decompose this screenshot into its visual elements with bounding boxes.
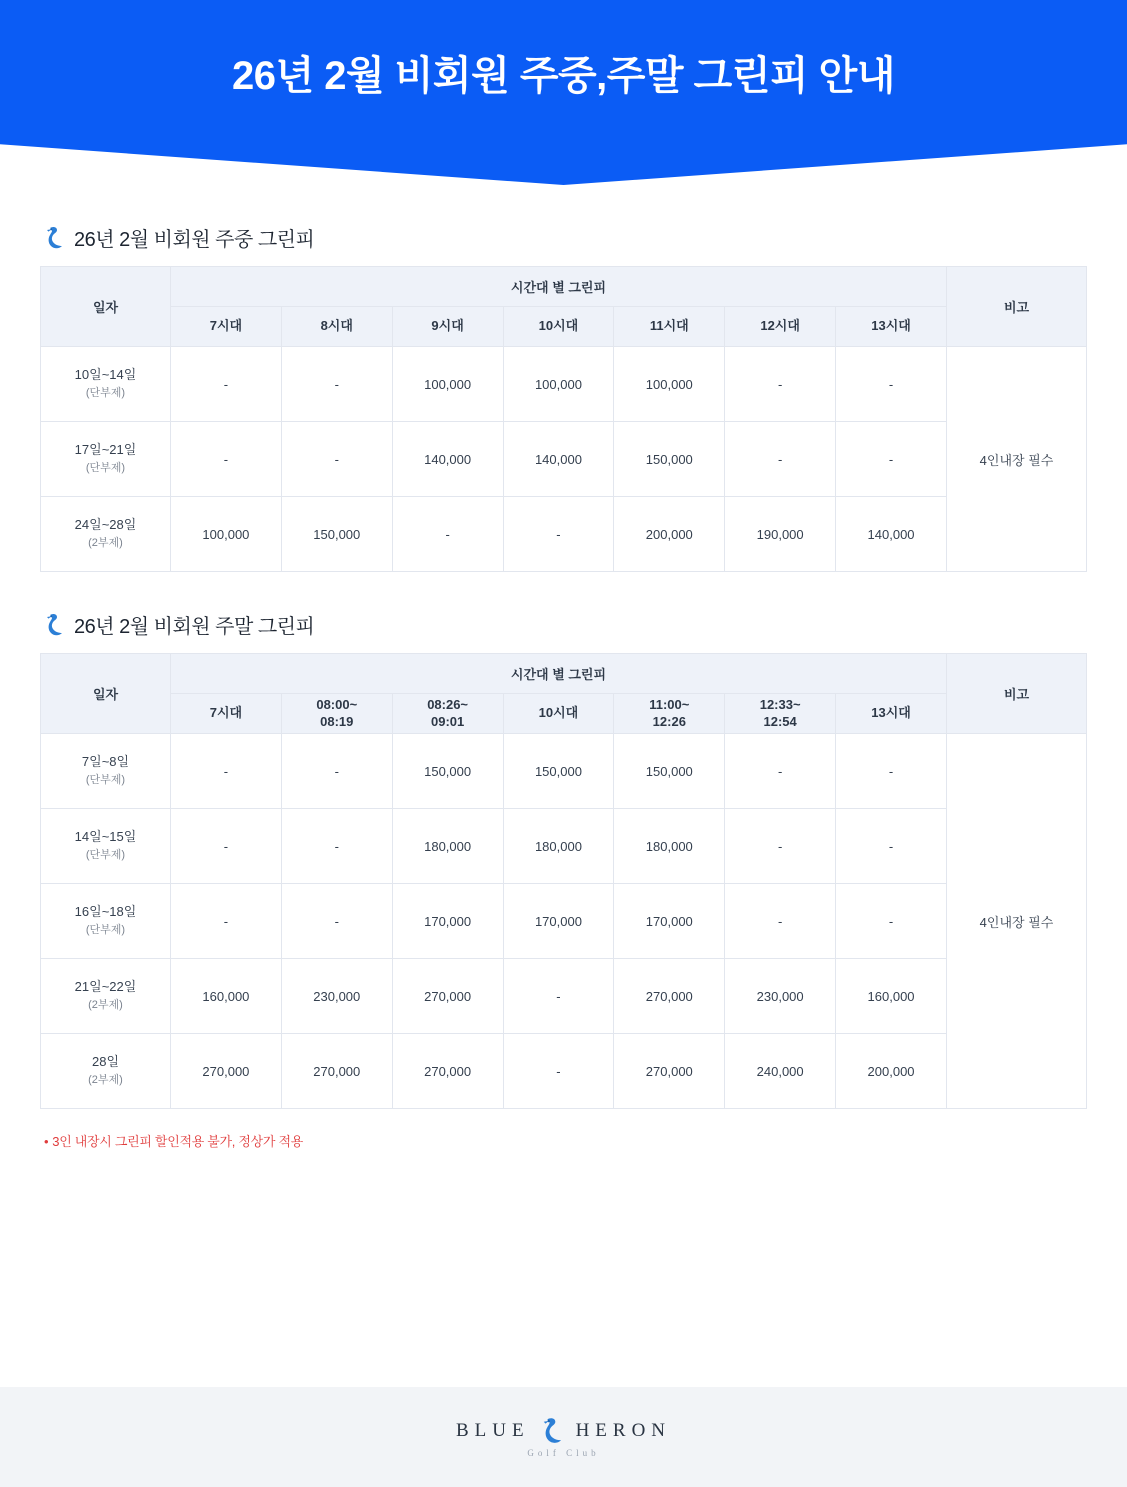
cell-price: - [725, 422, 836, 497]
header-slot-7: 13시대 [836, 694, 947, 734]
row-date [41, 734, 171, 809]
header-slot-6: 12:33~ 12:54 [725, 694, 836, 734]
heron-icon [44, 225, 66, 251]
cell-price: 150,000 [392, 734, 503, 809]
header-slot-1: 7시대 [171, 694, 282, 734]
row-date-sub: (2부제) [88, 1074, 123, 1087]
header-timeslot-group: 시간대 별 그린피 [171, 267, 947, 307]
cell-price: - [171, 347, 282, 422]
row-date-label: 14일~15일 [74, 828, 137, 844]
cell-price: - [281, 884, 392, 959]
weekday-table-body [41, 347, 1087, 572]
cell-note: 4인내장 필수 [947, 347, 1087, 572]
header-slot-3: 08:26~ 09:01 [392, 694, 503, 734]
cell-price: - [725, 734, 836, 809]
header-slot-5: 11:00~ 12:26 [614, 694, 725, 734]
row-date-label: 10일~14일 [74, 366, 137, 382]
header-timeslot-group: 시간대 별 그린피 [171, 654, 947, 694]
cell-price: - [836, 809, 947, 884]
header-note: 비고 [947, 654, 1087, 734]
table-row [41, 347, 1087, 422]
cell-price: 100,000 [503, 347, 614, 422]
row-date-label: 17일~21일 [74, 441, 137, 457]
header-slot-1: 7시대 [171, 307, 282, 347]
row-date-sub: (2부제) [88, 999, 123, 1012]
footnote [44, 1131, 1087, 1150]
header-slot-2: 8시대 [281, 307, 392, 347]
cell-price: 170,000 [392, 884, 503, 959]
cell-price: 150,000 [503, 734, 614, 809]
cell-price: 270,000 [171, 1034, 282, 1109]
cell-price: 230,000 [281, 959, 392, 1034]
cell-price: 270,000 [392, 1034, 503, 1109]
table-row [41, 1034, 1087, 1109]
page-title: 26년 2월 비회원 주중,주말 그린피 안내 [232, 54, 895, 98]
row-date-sub: (단부제) [85, 462, 126, 475]
row-date [41, 959, 171, 1034]
brand-logo-row [456, 1416, 671, 1446]
cell-price: - [503, 1034, 614, 1109]
row-date-label: 16일~18일 [74, 903, 137, 919]
cell-price: 170,000 [503, 884, 614, 959]
table-header-row-1 [41, 654, 1087, 694]
table-header-row-2 [41, 694, 1087, 734]
row-date-label: 7일~8일 [81, 753, 130, 769]
cell-price: - [503, 497, 614, 572]
weekend-table-head [41, 654, 1087, 734]
cell-price: 150,000 [614, 422, 725, 497]
cell-price: 150,000 [281, 497, 392, 572]
cell-price: 180,000 [503, 809, 614, 884]
cell-price: - [281, 422, 392, 497]
header-slot-7: 13시대 [836, 307, 947, 347]
row-date [41, 347, 171, 422]
footnote-text: 3인 내장시 그린피 할인적용 불가, 정상가 적용 [52, 1134, 304, 1149]
cell-price: - [836, 734, 947, 809]
header-slot-6: 12시대 [725, 307, 836, 347]
header-slot-5: 11시대 [614, 307, 725, 347]
row-date-label: 24일~28일 [74, 516, 137, 532]
heron-icon [44, 612, 66, 638]
header-date: 일자 [41, 267, 171, 347]
cell-note: 4인내장 필수 [947, 734, 1087, 1109]
table-header-row-1 [41, 267, 1087, 307]
cell-price: - [281, 734, 392, 809]
table-row [41, 422, 1087, 497]
header-note: 비고 [947, 267, 1087, 347]
row-date-sub: (2부제) [88, 537, 123, 550]
cell-price: - [836, 347, 947, 422]
page-header-banner [0, 0, 1127, 185]
table-row [41, 884, 1087, 959]
section-header-weekend [44, 610, 1087, 639]
cell-price: 100,000 [392, 347, 503, 422]
weekday-greenfee-table [40, 266, 1087, 572]
cell-price: - [281, 347, 392, 422]
brand-name-left: BLUE [455, 1420, 530, 1441]
row-date [41, 1034, 171, 1109]
cell-price: 180,000 [614, 809, 725, 884]
weekend-table-body [41, 734, 1087, 1109]
cell-price: 160,000 [836, 959, 947, 1034]
row-date-sub: (단부제) [85, 774, 126, 787]
row-date-sub: (단부제) [85, 849, 126, 862]
weekend-greenfee-table [40, 653, 1087, 1109]
cell-price: 240,000 [725, 1034, 836, 1109]
cell-price: - [725, 809, 836, 884]
row-date-sub: (단부제) [85, 387, 126, 400]
row-date [41, 809, 171, 884]
heron-icon [540, 1416, 566, 1446]
header-slot-3: 9시대 [392, 307, 503, 347]
cell-price: 230,000 [725, 959, 836, 1034]
brand-name-right: HERON [575, 1420, 672, 1441]
cell-price: 190,000 [725, 497, 836, 572]
cell-price: 140,000 [392, 422, 503, 497]
footnote-bullet: • [44, 1134, 49, 1149]
cell-price: - [171, 884, 282, 959]
row-date-sub: (단부제) [85, 924, 126, 937]
cell-price: - [171, 734, 282, 809]
row-date [41, 884, 171, 959]
weekday-table-head [41, 267, 1087, 347]
section-title-weekend: 26년 2월 비회원 주말 그린피 [74, 616, 315, 638]
header-slot-2: 08:00~ 08:19 [281, 694, 392, 734]
section-header-weekday [44, 223, 1087, 252]
cell-price: 270,000 [392, 959, 503, 1034]
cell-price: 270,000 [614, 1034, 725, 1109]
cell-price: - [281, 809, 392, 884]
cell-price: - [836, 422, 947, 497]
cell-price: - [171, 422, 282, 497]
cell-price: 270,000 [614, 959, 725, 1034]
header-date: 일자 [41, 654, 171, 734]
table-row [41, 734, 1087, 809]
cell-price: 200,000 [614, 497, 725, 572]
header-slot-4: 10시대 [503, 307, 614, 347]
cell-price: - [725, 347, 836, 422]
cell-price: 200,000 [836, 1034, 947, 1109]
table-row [41, 809, 1087, 884]
page-footer [0, 1387, 1127, 1487]
cell-price: 270,000 [281, 1034, 392, 1109]
row-date-label: 21일~22일 [74, 978, 137, 994]
header-slot-4: 10시대 [503, 694, 614, 734]
cell-price: - [836, 884, 947, 959]
cell-price: 100,000 [614, 347, 725, 422]
brand-subtitle: Golf Club [527, 1448, 600, 1458]
cell-price: 170,000 [614, 884, 725, 959]
section-title-weekday: 26년 2월 비회원 주중 그린피 [74, 229, 315, 251]
row-date-label: 28일 [91, 1053, 120, 1069]
cell-price: 150,000 [614, 734, 725, 809]
cell-price: 180,000 [392, 809, 503, 884]
brand-logo [456, 1416, 671, 1458]
cell-price: 140,000 [503, 422, 614, 497]
table-header-row-2 [41, 307, 1087, 347]
cell-price: 140,000 [836, 497, 947, 572]
cell-price: - [392, 497, 503, 572]
table-row [41, 959, 1087, 1034]
cell-price: - [725, 884, 836, 959]
cell-price: - [171, 809, 282, 884]
row-date [41, 422, 171, 497]
cell-price: - [503, 959, 614, 1034]
cell-price: 100,000 [171, 497, 282, 572]
page-content [0, 223, 1127, 1150]
row-date [41, 497, 171, 572]
cell-price: 160,000 [171, 959, 282, 1034]
table-row [41, 497, 1087, 572]
